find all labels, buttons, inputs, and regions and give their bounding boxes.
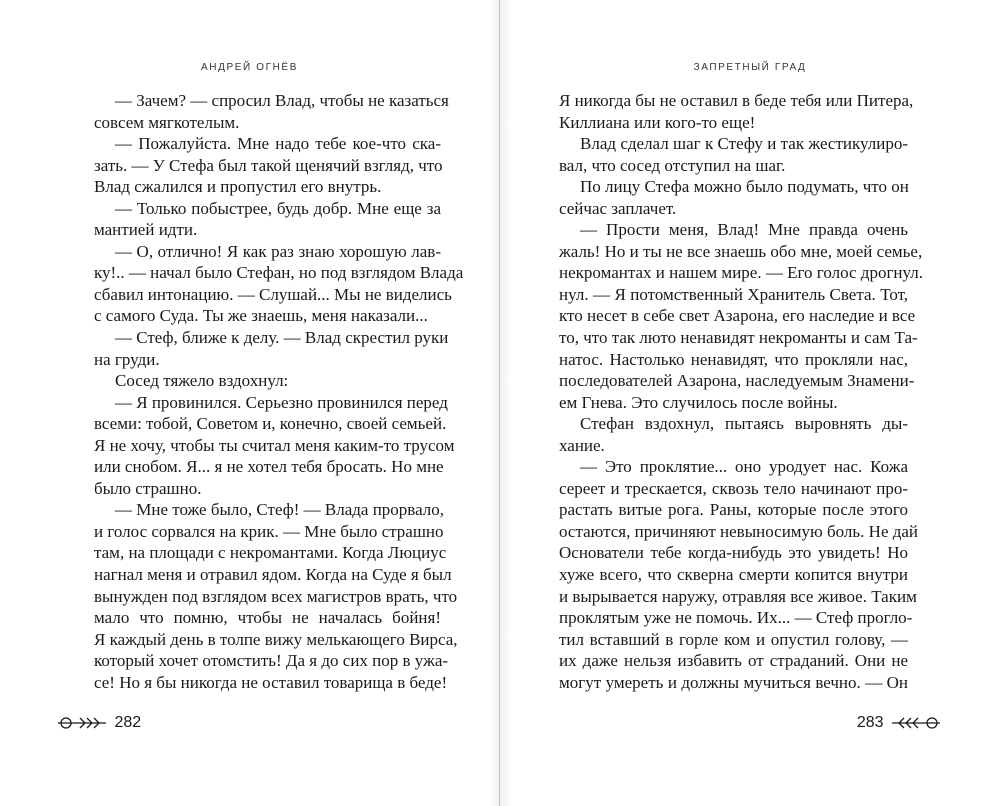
text-line: могут умереть и должны мучиться вечно. — Он — [559, 672, 908, 692]
text-line: нул. — Я потомственный Хранитель Света. Тот, — [559, 284, 908, 304]
text-line: се! Но я бы никогда не оставил товарища в беде! — [94, 672, 448, 692]
text-line: было страшно. — [94, 478, 202, 498]
text-line: всеми: тобой, Советом и, конечно, своей семьей. — [94, 414, 447, 434]
text-line: или снобом. Я... я не хотел тебя бросать. Но мне — [94, 457, 444, 477]
text-line: с самого Суда. Ты же знаешь, меня наказали... — [94, 306, 428, 326]
text-line: ем Гнева. Это случилось после войны. — [559, 392, 838, 412]
text-line: Влад сделал шаг к Стефу и так жестикулиро- — [580, 134, 908, 154]
text-line: остаются, причиняют невыносимую боль. Не дай — [559, 521, 919, 541]
text-line: зать. — У Стефа был такой щенячий взгляд, что — [94, 155, 443, 175]
page-number-right — [857, 714, 940, 732]
text-line: хание. — [559, 435, 605, 455]
text-line: совсем мягкотелым. — [94, 112, 240, 132]
ornament-arrow-icon — [888, 714, 940, 732]
right-page — [500, 0, 1000, 806]
text-line: то, что так люто ненавидят некроманты и сам Та- — [559, 328, 918, 348]
body-text-left — [94, 90, 464, 693]
page-number: 282 — [114, 714, 142, 731]
text-line: — Я провинился. Серьезно провинился перед — [115, 392, 448, 412]
text-line: растать витые рога. Раны, которые после этого — [559, 500, 908, 520]
text-line: натос. Настолько ненавидят, что прокляли нас, — [559, 349, 908, 369]
text-line: мантией идти. — [94, 220, 198, 240]
page-number-left — [58, 714, 141, 732]
text-line: — Только побыстрее, будь добр. Мне еще за — [115, 198, 441, 218]
text-line: проклятым уже не помочь. Их... — Стеф прогло- — [559, 608, 913, 628]
text-line: — Зачем? — спросил Влад, чтобы не казаться — [115, 91, 449, 110]
ornament-arrow-icon — [58, 714, 110, 732]
body-text-right — [559, 90, 923, 693]
text-line: ку!.. — начал было Стефан, но под взглядом Влада — [94, 263, 464, 283]
text-line: сбавил интонацию. — Слушай... Мы не виделись — [94, 284, 452, 304]
text-line: Я каждый день в толпе вижу мелькающего Вирса, — [94, 629, 458, 649]
text-line: вынужден под взглядом всех магистров врать, что — [94, 586, 458, 606]
text-line: Я не хочу, чтобы ты считал меня каким-то трусом — [94, 435, 455, 455]
text-line: жаль! Но и ты не все знаешь обо мне, моей семье, — [559, 241, 923, 261]
text-line: — О, отлично! Я как раз знаю хорошую лав- — [115, 241, 441, 261]
text-line: — Пожалуйста. Мне надо тебе кое-что ска- — [115, 134, 441, 154]
text-line: последователей Азарона, наследуемым Знамени- — [559, 371, 915, 391]
text-line: Сосед тяжело вздохнул: — [115, 371, 289, 391]
text-line: некромантах и нашем мире. — Его голос дрогнул. — [559, 263, 923, 283]
text-line: тил вставший в горле ком и опустил голову, — — [559, 629, 908, 649]
text-line: их даже нельзя избавить от страданий. Они не — [559, 651, 908, 671]
text-line: Основатели тебе когда-нибудь это увидеть! Но — [559, 543, 908, 563]
text-line: сейчас заплачет. — [559, 198, 677, 218]
text-line: Киллиана или кого-то еще! — [559, 112, 756, 132]
text-line: там, на площади с некромантами. Когда Люциус — [94, 543, 447, 563]
running-header-title: ЗАПРЕТНЫЙ ГРАД — [693, 62, 807, 73]
text-line: кто несет в себе свет Азарона, его наследие и все — [559, 306, 916, 326]
text-line: — Прости меня, Влад! Мне правда очень — [580, 220, 908, 240]
text-line: который хочет отомстить! Да я до сих пор в ужа- — [94, 651, 449, 671]
text-line: сереет и трескается, сквозь тело начинают про- — [559, 478, 908, 498]
text-line: хуже всего, что скверна смерти копится внутри — [559, 565, 908, 585]
text-line: — Это проклятие... оно уродует нас. Кожа — [580, 457, 908, 477]
text-line: вал, что сосед отступил на шаг. — [559, 155, 786, 175]
text-line: Стефан вздохнул, пытаясь выровнять ды- — [580, 414, 908, 434]
page-number: 283 — [856, 714, 884, 731]
text-line: По лицу Стефа можно было подумать, что он — [580, 177, 909, 197]
text-line: и голос сорвался на крик. — Мне было страшно — [94, 521, 444, 541]
text-line: на груди. — [94, 349, 160, 369]
text-line: нагнал меня и отравил ядом. Когда на Суде я был — [94, 565, 452, 585]
running-header-author: АНДРЕЙ ОГНЁВ — [201, 62, 298, 73]
text-line: Я никогда бы не оставил в беде тебя или Питера, — [559, 91, 914, 110]
text-line: мало что помню, чтобы не началась бойня! — [94, 608, 441, 628]
text-line: Влад сжалился и пропустил его внутрь. — [94, 177, 382, 197]
text-line: — Стеф, ближе к делу. — Влад скрестил руки — [115, 328, 449, 348]
text-line: — Мне тоже было, Стеф! — Влада прорвало, — [115, 500, 445, 520]
text-line: и вырывается наружу, отравляя все живое. Таким — [559, 586, 917, 606]
